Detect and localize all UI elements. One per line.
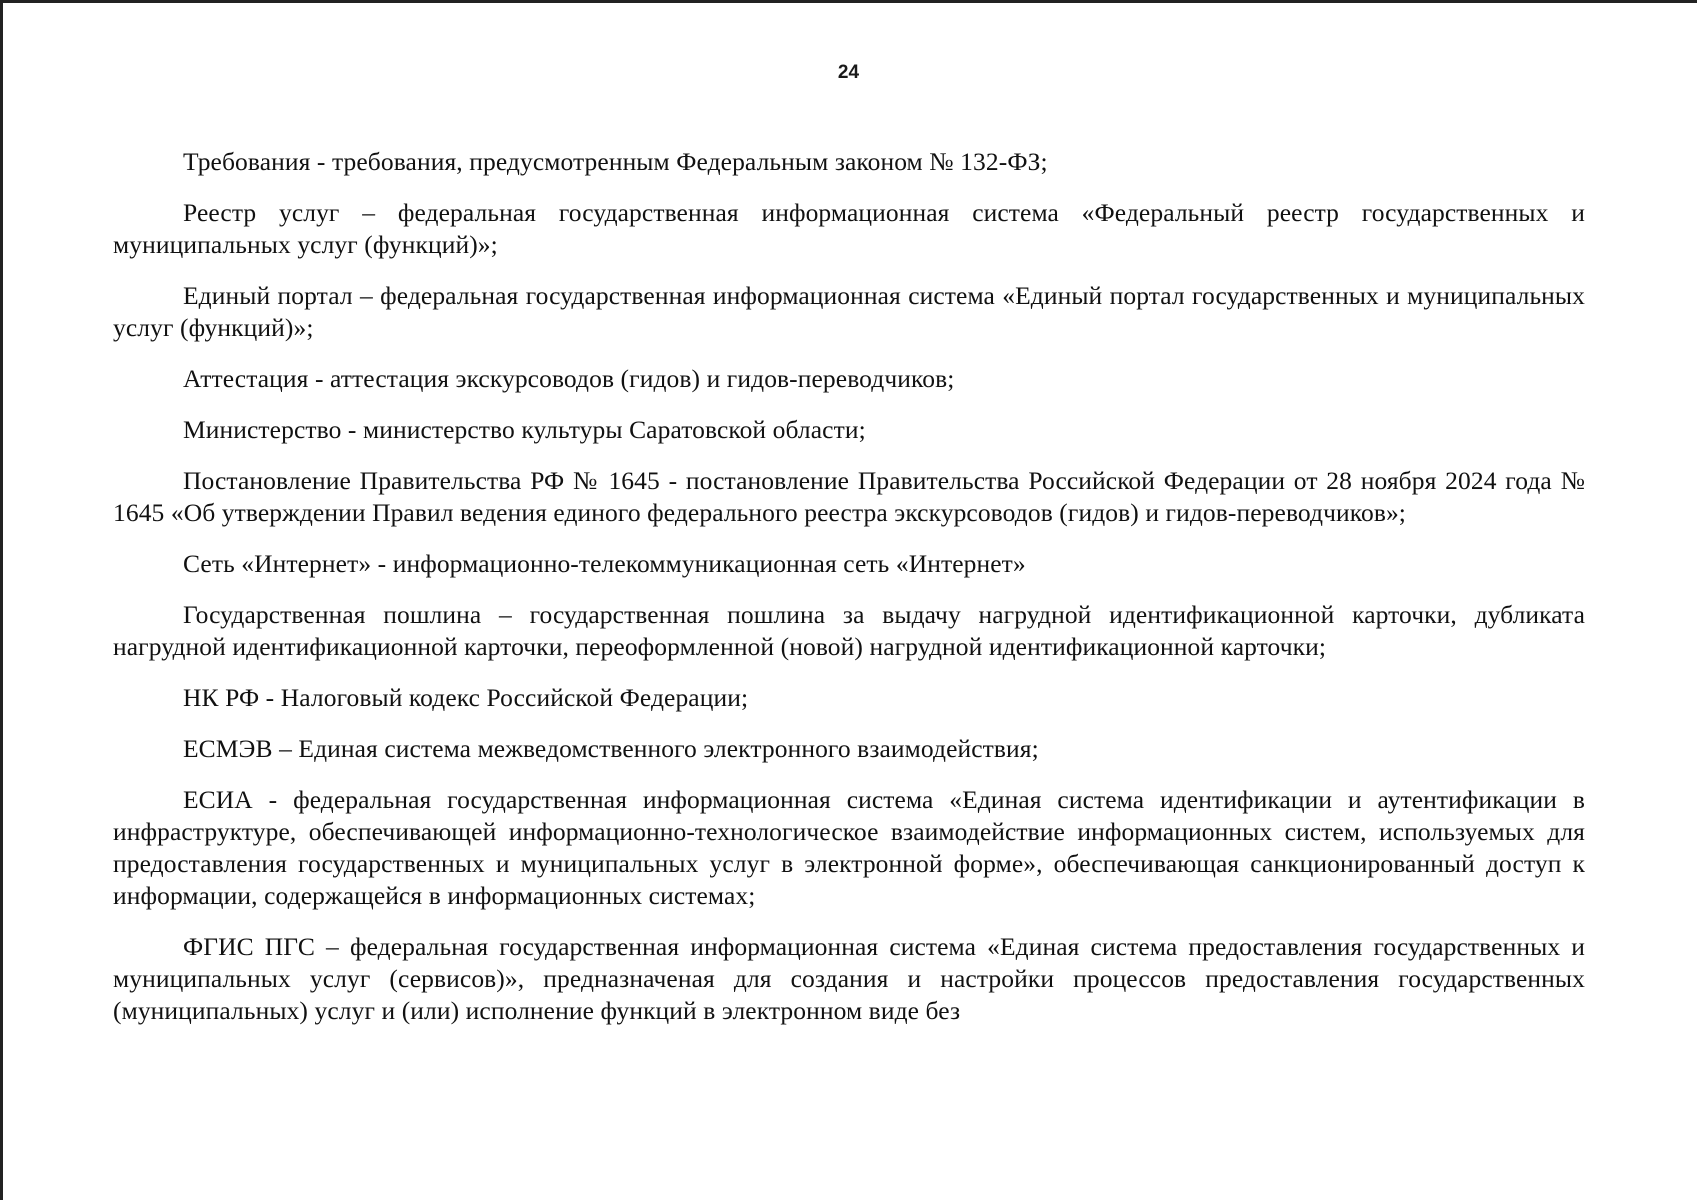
scan-border-left <box>0 0 3 1200</box>
definition-ministry: Министерство - министерство культуры Саратовской области; <box>183 415 866 444</box>
definition-certification: Аттестация - аттестация экскурсоводов (гидов) и гидов-переводчиков; <box>183 364 955 393</box>
definition-smev: ЕСМЭВ – Единая система межведомственного электронного взаимодействия; <box>183 734 1039 763</box>
definition-fgis-pgs: ФГИС ПГС – федеральная государственная информационная система «Единая система предоставления государственных и муниципальных услуг (сервисов)», предназначеная для создания и настройки процессов предоставления государственных (муниципальных) услуг и (или) исполнение функций в электронном виде без <box>113 932 1585 1025</box>
definition-services-registry: Реестр услуг – федеральная государственная информационная система «Федеральный реестр государственных и муниципальных услуг (функций)»; <box>113 198 1585 259</box>
definition-esia: ЕСИА - федеральная государственная информационная система «Единая система идентификации и аутентификации в инфраструктуре, обеспечивающей информационно-технологическое взаимодействие информационных систем, используемых для предоставления государственных и муниципальных услуг в электронной форме», обеспечивающая санкционированный доступ к информации, содержащейся в информационных системах; <box>113 785 1585 910</box>
scan-border-top <box>0 0 1697 3</box>
document-body <box>113 146 1585 1046</box>
definition-government-decree-1645: Постановление Правительства РФ № 1645 - постановление Правительства Российской Федерации от 28 ноября 2024 года № 1645 «Об утверждении Правил ведения единого федерального реестра экскурсоводов (гидов) и гидов-переводчиков»; <box>113 466 1585 527</box>
definition-unified-portal: Единый портал – федеральная государственная информационная система «Единый портал государственных и муниципальных услуг (функций)»; <box>113 281 1585 342</box>
page-number: 24 <box>837 62 860 83</box>
definition-state-fee: Государственная пошлина – государственная пошлина за выдачу нагрудной идентификационной карточки, дубликата нагрудной идентификационной карточки, переоформленной (новой) нагрудной идентификационной карточки; <box>113 600 1585 661</box>
definition-tax-code: НК РФ - Налоговый кодекс Российской Федерации; <box>183 683 749 712</box>
definition-internet: Сеть «Интернет» - информационно-телекоммуникационная сеть «Интернет» <box>183 549 1026 578</box>
definition-requirements: Требования - требования, предусмотренным Федеральным законом № 132-ФЗ; <box>183 147 1048 176</box>
